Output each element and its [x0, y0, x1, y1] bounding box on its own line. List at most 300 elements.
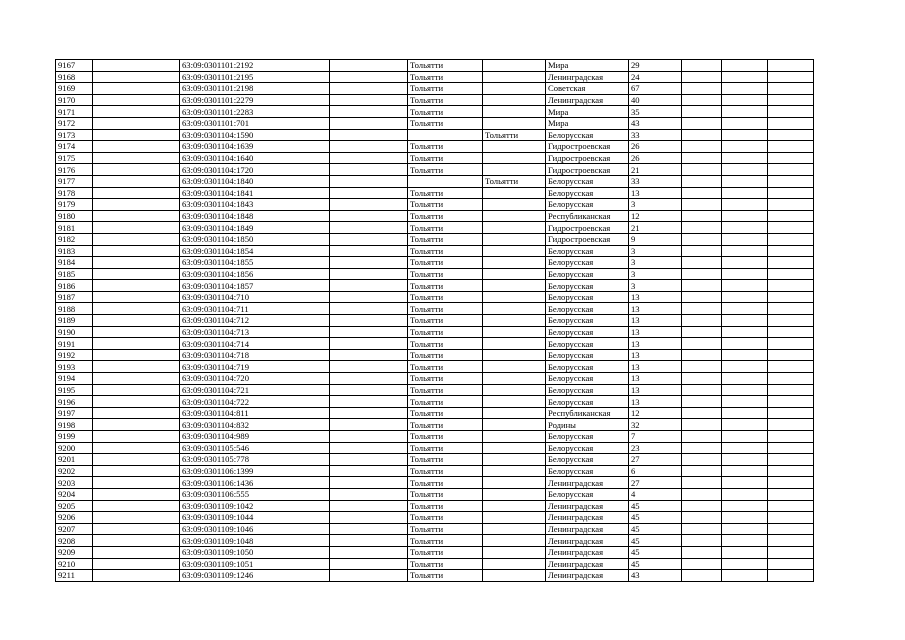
- cadastral-number-cell: 63:09:0301101:2195: [180, 71, 330, 83]
- empty-cell: [722, 558, 768, 570]
- table-row: [56, 222, 814, 234]
- empty-cell: [722, 164, 768, 176]
- street-cell: Ленинградская: [546, 477, 629, 489]
- city-alt-cell: [483, 535, 546, 547]
- empty-cell: [682, 210, 722, 222]
- street-cell: Гидростроевская: [546, 222, 629, 234]
- city-alt-cell: [483, 488, 546, 500]
- empty-cell: [768, 245, 814, 257]
- empty-cell: [722, 570, 768, 582]
- empty-cell: [330, 71, 408, 83]
- empty-cell: [682, 83, 722, 95]
- city-cell: Тольятти: [408, 500, 483, 512]
- empty-cell: [768, 442, 814, 454]
- empty-cell: [330, 129, 408, 141]
- cadastral-number-cell: 63:09:0301101:2192: [180, 60, 330, 72]
- house-number-cell: 32: [629, 419, 682, 431]
- table-row: [56, 187, 814, 199]
- street-cell: Мира: [546, 60, 629, 72]
- empty-cell: [722, 60, 768, 72]
- house-number-cell: 45: [629, 535, 682, 547]
- empty-cell: [682, 164, 722, 176]
- empty-cell: [93, 129, 180, 141]
- empty-cell: [93, 396, 180, 408]
- street-cell: Родины: [546, 419, 629, 431]
- house-number-cell: 13: [629, 384, 682, 396]
- record-number-cell: 9189: [56, 315, 93, 327]
- record-number-cell: 9188: [56, 303, 93, 315]
- record-number-cell: 9206: [56, 512, 93, 524]
- empty-cell: [768, 199, 814, 211]
- city-cell: Тольятти: [408, 454, 483, 466]
- record-number-cell: 9200: [56, 442, 93, 454]
- city-cell: Тольятти: [408, 94, 483, 106]
- cadastral-number-cell: 63:09:0301109:1046: [180, 523, 330, 535]
- empty-cell: [768, 477, 814, 489]
- city-alt-cell: [483, 349, 546, 361]
- record-number-cell: 9182: [56, 233, 93, 245]
- house-number-cell: 43: [629, 117, 682, 129]
- empty-cell: [330, 83, 408, 95]
- empty-cell: [330, 338, 408, 350]
- street-cell: Белорусская: [546, 431, 629, 443]
- empty-cell: [93, 94, 180, 106]
- empty-cell: [93, 315, 180, 327]
- city-alt-cell: [483, 419, 546, 431]
- city-alt-cell: [483, 187, 546, 199]
- empty-cell: [330, 535, 408, 547]
- empty-cell: [768, 361, 814, 373]
- city-alt-cell: [483, 141, 546, 153]
- empty-cell: [93, 338, 180, 350]
- house-number-cell: 3: [629, 257, 682, 269]
- cadastral-number-cell: 63:09:0301106:555: [180, 488, 330, 500]
- empty-cell: [722, 442, 768, 454]
- record-number-cell: 9193: [56, 361, 93, 373]
- city-cell: Тольятти: [408, 71, 483, 83]
- empty-cell: [682, 71, 722, 83]
- house-number-cell: 3: [629, 280, 682, 292]
- empty-cell: [682, 291, 722, 303]
- house-number-cell: 3: [629, 245, 682, 257]
- record-number-cell: 9178: [56, 187, 93, 199]
- empty-cell: [93, 71, 180, 83]
- city-cell: Тольятти: [408, 117, 483, 129]
- empty-cell: [93, 268, 180, 280]
- city-alt-cell: [483, 396, 546, 408]
- street-cell: Белорусская: [546, 315, 629, 327]
- city-cell: Тольятти: [408, 419, 483, 431]
- record-number-cell: 9181: [56, 222, 93, 234]
- table-row: [56, 384, 814, 396]
- city-alt-cell: [483, 315, 546, 327]
- empty-cell: [93, 199, 180, 211]
- record-number-cell: 9183: [56, 245, 93, 257]
- cadastral-number-cell: 63:09:0301104:710: [180, 291, 330, 303]
- empty-cell: [330, 349, 408, 361]
- cadastral-number-cell: 63:09:0301109:1246: [180, 570, 330, 582]
- city-alt-cell: [483, 257, 546, 269]
- table-row: [56, 257, 814, 269]
- empty-cell: [93, 442, 180, 454]
- empty-cell: [93, 83, 180, 95]
- street-cell: Мира: [546, 117, 629, 129]
- empty-cell: [93, 164, 180, 176]
- record-number-cell: 9205: [56, 500, 93, 512]
- table-row: [56, 442, 814, 454]
- house-number-cell: 40: [629, 94, 682, 106]
- empty-cell: [330, 523, 408, 535]
- table-row: [56, 106, 814, 118]
- empty-cell: [682, 60, 722, 72]
- cadastral-number-cell: 63:09:0301104:721: [180, 384, 330, 396]
- table-row: [56, 396, 814, 408]
- empty-cell: [722, 419, 768, 431]
- house-number-cell: 12: [629, 210, 682, 222]
- record-number-cell: 9199: [56, 431, 93, 443]
- city-cell: Тольятти: [408, 431, 483, 443]
- city-cell: Тольятти: [408, 523, 483, 535]
- city-alt-cell: [483, 477, 546, 489]
- record-number-cell: 9194: [56, 373, 93, 385]
- empty-cell: [93, 570, 180, 582]
- empty-cell: [682, 315, 722, 327]
- empty-cell: [93, 60, 180, 72]
- cadastral-number-cell: 63:09:0301106:1399: [180, 465, 330, 477]
- table-row: [56, 407, 814, 419]
- house-number-cell: 45: [629, 500, 682, 512]
- empty-cell: [768, 152, 814, 164]
- table-row: [56, 175, 814, 187]
- empty-cell: [330, 419, 408, 431]
- empty-cell: [722, 83, 768, 95]
- empty-cell: [768, 431, 814, 443]
- table-row: [56, 558, 814, 570]
- city-alt-cell: [483, 233, 546, 245]
- house-number-cell: 45: [629, 558, 682, 570]
- city-cell: Тольятти: [408, 291, 483, 303]
- table-row: [56, 94, 814, 106]
- empty-cell: [722, 431, 768, 443]
- registry-table-body: [56, 60, 814, 582]
- record-number-cell: 9185: [56, 268, 93, 280]
- empty-cell: [722, 361, 768, 373]
- empty-cell: [330, 268, 408, 280]
- street-cell: Ленинградская: [546, 535, 629, 547]
- empty-cell: [682, 523, 722, 535]
- table-row: [56, 129, 814, 141]
- empty-cell: [330, 233, 408, 245]
- city-alt-cell: [483, 384, 546, 396]
- record-number-cell: 9186: [56, 280, 93, 292]
- empty-cell: [682, 141, 722, 153]
- empty-cell: [722, 535, 768, 547]
- empty-cell: [722, 175, 768, 187]
- city-cell: Тольятти: [408, 338, 483, 350]
- empty-cell: [722, 245, 768, 257]
- empty-cell: [330, 315, 408, 327]
- house-number-cell: 13: [629, 291, 682, 303]
- record-number-cell: 9197: [56, 407, 93, 419]
- cadastral-number-cell: 63:09:0301104:722: [180, 396, 330, 408]
- record-number-cell: 9192: [56, 349, 93, 361]
- empty-cell: [722, 187, 768, 199]
- empty-cell: [330, 500, 408, 512]
- house-number-cell: 3: [629, 199, 682, 211]
- empty-cell: [682, 500, 722, 512]
- house-number-cell: 4: [629, 488, 682, 500]
- street-cell: Ленинградская: [546, 523, 629, 535]
- cadastral-number-cell: 63:09:0301104:1854: [180, 245, 330, 257]
- empty-cell: [768, 60, 814, 72]
- empty-cell: [768, 500, 814, 512]
- city-cell: Тольятти: [408, 373, 483, 385]
- house-number-cell: 29: [629, 60, 682, 72]
- empty-cell: [93, 117, 180, 129]
- city-alt-cell: [483, 60, 546, 72]
- empty-cell: [330, 558, 408, 570]
- table-row: [56, 338, 814, 350]
- record-number-cell: 9180: [56, 210, 93, 222]
- house-number-cell: 13: [629, 396, 682, 408]
- empty-cell: [768, 384, 814, 396]
- street-cell: Советская: [546, 83, 629, 95]
- empty-cell: [682, 419, 722, 431]
- empty-cell: [768, 570, 814, 582]
- street-cell: Гидростроевская: [546, 152, 629, 164]
- cadastral-number-cell: 63:09:0301104:714: [180, 338, 330, 350]
- empty-cell: [682, 431, 722, 443]
- cadastral-number-cell: 63:09:0301104:1639: [180, 141, 330, 153]
- city-alt-cell: [483, 570, 546, 582]
- city-cell: Тольятти: [408, 465, 483, 477]
- street-cell: Гидростроевская: [546, 164, 629, 176]
- empty-cell: [330, 303, 408, 315]
- city-cell: Тольятти: [408, 442, 483, 454]
- cadastral-number-cell: 63:09:0301104:720: [180, 373, 330, 385]
- city-alt-cell: [483, 106, 546, 118]
- street-cell: Белорусская: [546, 396, 629, 408]
- empty-cell: [330, 546, 408, 558]
- empty-cell: [93, 373, 180, 385]
- table-row: [56, 500, 814, 512]
- house-number-cell: 45: [629, 512, 682, 524]
- table-row: [56, 535, 814, 547]
- cadastral-number-cell: 63:09:0301105:546: [180, 442, 330, 454]
- house-number-cell: 6: [629, 465, 682, 477]
- empty-cell: [722, 477, 768, 489]
- house-number-cell: 13: [629, 373, 682, 385]
- empty-cell: [330, 454, 408, 466]
- city-alt-cell: Тольятти: [483, 129, 546, 141]
- table-row: [56, 291, 814, 303]
- street-cell: Белорусская: [546, 384, 629, 396]
- empty-cell: [768, 291, 814, 303]
- empty-cell: [722, 268, 768, 280]
- empty-cell: [722, 523, 768, 535]
- empty-cell: [330, 94, 408, 106]
- cadastral-number-cell: 63:09:0301104:712: [180, 315, 330, 327]
- cadastral-number-cell: 63:09:0301104:719: [180, 361, 330, 373]
- cadastral-number-cell: 63:09:0301104:1848: [180, 210, 330, 222]
- empty-cell: [682, 129, 722, 141]
- city-alt-cell: [483, 117, 546, 129]
- street-cell: Республиканская: [546, 407, 629, 419]
- street-cell: Белорусская: [546, 303, 629, 315]
- record-number-cell: 9198: [56, 419, 93, 431]
- record-number-cell: 9174: [56, 141, 93, 153]
- empty-cell: [722, 315, 768, 327]
- empty-cell: [330, 257, 408, 269]
- cadastral-number-cell: 63:09:0301104:718: [180, 349, 330, 361]
- empty-cell: [682, 106, 722, 118]
- city-cell: Тольятти: [408, 570, 483, 582]
- empty-cell: [330, 117, 408, 129]
- record-number-cell: 9190: [56, 326, 93, 338]
- empty-cell: [682, 268, 722, 280]
- empty-cell: [722, 454, 768, 466]
- table-row: [56, 71, 814, 83]
- empty-cell: [768, 129, 814, 141]
- city-alt-cell: [483, 442, 546, 454]
- record-number-cell: 9168: [56, 71, 93, 83]
- house-number-cell: 7: [629, 431, 682, 443]
- empty-cell: [330, 512, 408, 524]
- record-number-cell: 9177: [56, 175, 93, 187]
- empty-cell: [93, 257, 180, 269]
- empty-cell: [722, 465, 768, 477]
- street-cell: Белорусская: [546, 488, 629, 500]
- house-number-cell: 21: [629, 222, 682, 234]
- street-cell: Белорусская: [546, 280, 629, 292]
- empty-cell: [93, 558, 180, 570]
- empty-cell: [93, 500, 180, 512]
- table-row: [56, 117, 814, 129]
- city-alt-cell: [483, 500, 546, 512]
- record-number-cell: 9207: [56, 523, 93, 535]
- table-row: [56, 570, 814, 582]
- city-cell: Тольятти: [408, 245, 483, 257]
- empty-cell: [768, 117, 814, 129]
- street-cell: Гидростроевская: [546, 141, 629, 153]
- table-row: [56, 245, 814, 257]
- empty-cell: [768, 106, 814, 118]
- house-number-cell: 45: [629, 523, 682, 535]
- empty-cell: [330, 442, 408, 454]
- record-number-cell: 9169: [56, 83, 93, 95]
- table-row: [56, 152, 814, 164]
- cadastral-number-cell: 63:09:0301109:1048: [180, 535, 330, 547]
- empty-cell: [330, 488, 408, 500]
- street-cell: Ленинградская: [546, 558, 629, 570]
- empty-cell: [93, 419, 180, 431]
- empty-cell: [768, 373, 814, 385]
- cadastral-number-cell: 63:09:0301104:1857: [180, 280, 330, 292]
- house-number-cell: 13: [629, 338, 682, 350]
- empty-cell: [768, 396, 814, 408]
- city-alt-cell: [483, 83, 546, 95]
- empty-cell: [682, 477, 722, 489]
- table-row: [56, 546, 814, 558]
- cadastral-number-cell: 63:09:0301104:1640: [180, 152, 330, 164]
- cadastral-number-cell: 63:09:0301104:1720: [180, 164, 330, 176]
- empty-cell: [330, 280, 408, 292]
- city-cell: Тольятти: [408, 233, 483, 245]
- empty-cell: [682, 558, 722, 570]
- empty-cell: [682, 199, 722, 211]
- city-alt-cell: [483, 326, 546, 338]
- record-number-cell: 9187: [56, 291, 93, 303]
- empty-cell: [330, 199, 408, 211]
- empty-cell: [330, 175, 408, 187]
- table-row: [56, 523, 814, 535]
- empty-cell: [722, 384, 768, 396]
- empty-cell: [722, 303, 768, 315]
- house-number-cell: 13: [629, 315, 682, 327]
- street-cell: Ленинградская: [546, 546, 629, 558]
- table-row: [56, 477, 814, 489]
- street-cell: Ленинградская: [546, 570, 629, 582]
- empty-cell: [682, 117, 722, 129]
- street-cell: Гидростроевская: [546, 233, 629, 245]
- table-row: [56, 199, 814, 211]
- empty-cell: [93, 326, 180, 338]
- empty-cell: [93, 535, 180, 547]
- city-alt-cell: [483, 245, 546, 257]
- empty-cell: [682, 396, 722, 408]
- city-cell: Тольятти: [408, 210, 483, 222]
- cadastral-number-cell: 63:09:0301104:989: [180, 431, 330, 443]
- empty-cell: [330, 431, 408, 443]
- city-cell: Тольятти: [408, 303, 483, 315]
- street-cell: Белорусская: [546, 465, 629, 477]
- city-cell: [408, 175, 483, 187]
- empty-cell: [93, 187, 180, 199]
- empty-cell: [93, 303, 180, 315]
- empty-cell: [330, 570, 408, 582]
- record-number-cell: 9203: [56, 477, 93, 489]
- street-cell: Белорусская: [546, 454, 629, 466]
- empty-cell: [330, 407, 408, 419]
- city-alt-cell: [483, 465, 546, 477]
- house-number-cell: 26: [629, 141, 682, 153]
- empty-cell: [93, 512, 180, 524]
- empty-cell: [93, 523, 180, 535]
- table-row: [56, 210, 814, 222]
- house-number-cell: 43: [629, 570, 682, 582]
- city-cell: Тольятти: [408, 535, 483, 547]
- city-cell: Тольятти: [408, 152, 483, 164]
- city-alt-cell: [483, 199, 546, 211]
- empty-cell: [682, 570, 722, 582]
- street-cell: Белорусская: [546, 268, 629, 280]
- house-number-cell: 13: [629, 187, 682, 199]
- street-cell: Ленинградская: [546, 94, 629, 106]
- table-row: [56, 419, 814, 431]
- empty-cell: [93, 407, 180, 419]
- street-cell: Белорусская: [546, 442, 629, 454]
- record-number-cell: 9172: [56, 117, 93, 129]
- city-cell: Тольятти: [408, 106, 483, 118]
- record-number-cell: 9202: [56, 465, 93, 477]
- empty-cell: [768, 187, 814, 199]
- table-row: [56, 361, 814, 373]
- street-cell: Мира: [546, 106, 629, 118]
- record-number-cell: 9171: [56, 106, 93, 118]
- empty-cell: [330, 60, 408, 72]
- city-alt-cell: [483, 523, 546, 535]
- record-number-cell: 9175: [56, 152, 93, 164]
